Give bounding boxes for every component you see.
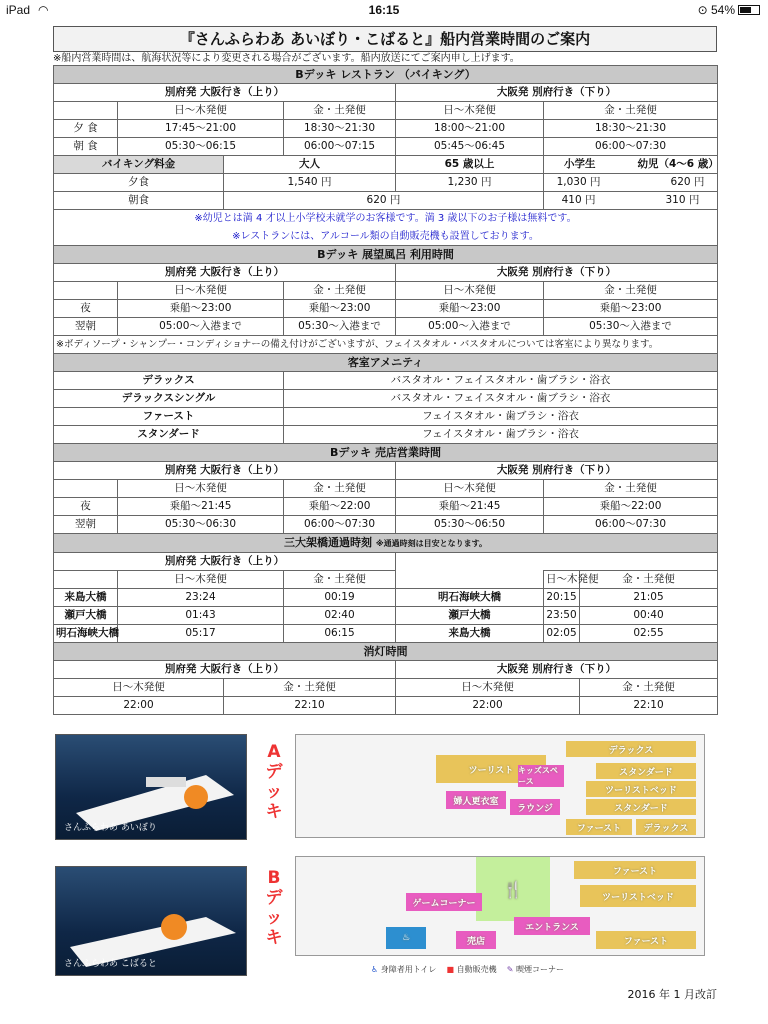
accessible-toilet-icon: ♿: [371, 965, 379, 974]
cell: 05:17: [118, 625, 284, 643]
cell: 06:00～07:30: [284, 516, 396, 534]
legend: [371, 964, 564, 975]
dir-down: 大阪発 別府行き（下り）: [396, 462, 718, 480]
table-row: [54, 426, 718, 444]
cell: 06:00～07:30: [544, 516, 718, 534]
table-row: [54, 120, 718, 138]
room-block: ゲームコーナー: [406, 893, 482, 911]
col-weekday: 日～木発便: [118, 102, 284, 120]
room-block: エントランス: [514, 917, 590, 935]
cell: 22:10: [580, 697, 718, 715]
cell: 1,230 円: [396, 174, 544, 192]
cell: 21:05: [580, 589, 718, 607]
legend-item: 喫煙コーナー: [516, 965, 565, 974]
col-weekend: 金・土発便: [544, 102, 718, 120]
dir-up: 別府発 大阪行き（上り）: [54, 264, 396, 282]
room-items: フェイスタオル・歯ブラシ・浴衣: [284, 426, 718, 444]
cell: 20:15: [544, 589, 580, 607]
cell: 18:00～21:00: [396, 120, 544, 138]
table-row: [54, 390, 718, 408]
col-weekday: 日～木発便: [396, 282, 544, 300]
cell: 23:24: [118, 589, 284, 607]
col-weekend: 金・土発便: [284, 102, 396, 120]
room-block: ツーリストベッド: [580, 885, 696, 907]
cell: 17:45～21:00: [118, 120, 284, 138]
cell: 23:50: [544, 607, 580, 625]
dir-up: 別府発 大阪行き（上り）: [54, 84, 396, 102]
dir-up: 別府発 大阪行き（上り）: [54, 553, 396, 571]
fee-note-1: ※幼児とは満 4 才以上小学校未就学のお客様です。満 3 歳以下のお子様は無料です。: [54, 210, 718, 228]
cell: 02:05: [544, 625, 580, 643]
cell: 05:00～入港まで: [396, 318, 544, 336]
ship-photo-aibori: [55, 734, 247, 840]
cell: 乗船～23:00: [284, 300, 396, 318]
cell: 乗船～21:45: [118, 498, 284, 516]
col-weekday: 日～木発便: [544, 571, 580, 589]
row-label: 翌朝: [54, 516, 118, 534]
battery-indicator: [698, 3, 760, 17]
deck-b-label: Bデッキ: [265, 868, 283, 948]
legend-item: 自動販売機: [456, 965, 497, 974]
col-weekday: 日～木発便: [118, 282, 284, 300]
cell: 18:30～21:30: [284, 120, 396, 138]
cell: 05:45～06:45: [396, 138, 544, 156]
room-name: スタンダード: [54, 426, 284, 444]
row-label: 夜: [54, 498, 118, 516]
restaurant-icon: 🍴: [476, 857, 550, 921]
bridge-name: 明石海峡大橋: [54, 625, 118, 643]
col-weekday: 日～木発便: [396, 480, 544, 498]
fee-label: バイキング料金: [54, 156, 224, 174]
fee-note-2: ※レストランには、アルコール類の自動販売機も設置しております。: [54, 228, 718, 246]
fee-child-infant: 小学生 幼児（4～6 歳）: [544, 156, 718, 174]
dir-down: 大阪発 別府行き（下り）: [396, 264, 718, 282]
room-block: デラックス: [566, 741, 696, 757]
table-row: [54, 498, 718, 516]
room-items: バスタオル・フェイスタオル・歯ブラシ・浴衣: [284, 372, 718, 390]
ship-caption-2: さんふらわあ こばると: [64, 959, 157, 969]
cell: 06:15: [284, 625, 396, 643]
room-block: 婦人更衣室: [446, 791, 506, 809]
table-row: [54, 697, 718, 715]
table-row: [54, 138, 718, 156]
table-row: [54, 408, 718, 426]
table-row: [54, 300, 718, 318]
cell: 620 円: [224, 192, 544, 210]
col-weekday: 日～木発便: [396, 679, 580, 697]
cell: 05:30～入港まで: [544, 318, 718, 336]
page-title: 『さんふらわあ あいぼり・こばると』船内営業時間のご案内: [53, 26, 717, 52]
table-row: [54, 625, 718, 643]
table-row: [54, 174, 718, 192]
cell: 05:30～06:15: [118, 138, 284, 156]
room-name: デラックスシングル: [54, 390, 284, 408]
dir-up: 別府発 大阪行き（上り）: [54, 462, 396, 480]
shop-header: Bデッキ 売店営業時間: [54, 444, 718, 462]
ship-caption-1: さんふらわあ あいぼり: [64, 823, 157, 833]
bridge-name: 来島大橋: [54, 589, 118, 607]
cell: 00:19: [284, 589, 396, 607]
deck-a-label: Aデッキ: [265, 742, 283, 822]
cell: 乗船～21:45: [396, 498, 544, 516]
row-label: 朝食: [54, 192, 224, 210]
cell: 05:30～06:50: [396, 516, 544, 534]
smoking-icon: ✎: [506, 965, 514, 974]
row-label: 朝 食: [54, 138, 118, 156]
cell: 02:40: [284, 607, 396, 625]
cell: 06:00～07:15: [284, 138, 396, 156]
col-weekend: 金・土発便: [284, 282, 396, 300]
cell: 1,030 円 620 円: [544, 174, 718, 192]
room-name: デラックス: [54, 372, 284, 390]
table-row: [54, 516, 718, 534]
status-bar: [0, 0, 768, 20]
room-block: キッズスペース: [518, 765, 564, 787]
bridge-name: 瀬戸大橋: [396, 607, 544, 625]
room-block: ツーリストベッド: [586, 781, 696, 797]
battery-percent: 54%: [710, 3, 735, 17]
table-row: [54, 192, 718, 210]
revision-date: 2016 年 1 月改訂: [627, 988, 717, 1001]
cell: 02:55: [580, 625, 718, 643]
dir-down: 大阪発 別府行き（下り）: [396, 84, 718, 102]
cell: 22:10: [224, 697, 396, 715]
cell: 乗船～23:00: [544, 300, 718, 318]
col-weekday: 日～木発便: [54, 679, 224, 697]
bridges-header: 三大架橋通過時刻 ※通過時刻は目安となります。: [54, 534, 718, 553]
col-weekday: 日～木発便: [396, 102, 544, 120]
room-block: デラックス: [636, 819, 696, 835]
cell: 410 円 310 円: [544, 192, 718, 210]
dir-up: 別府発 大阪行き（上り）: [54, 661, 396, 679]
col-weekend: 金・土発便: [580, 679, 718, 697]
cell: 乗船～22:00: [544, 498, 718, 516]
battery-icon: [738, 5, 760, 15]
table-row: [54, 607, 718, 625]
amenity-header: 客室アメニティ: [54, 354, 718, 372]
bath-header: Bデッキ 展望風呂 利用時間: [54, 246, 718, 264]
bridge-name: 来島大橋: [396, 625, 544, 643]
room-block: ラウンジ: [510, 799, 560, 815]
bridge-name: 瀬戸大橋: [54, 607, 118, 625]
room-items: フェイスタオル・歯ブラシ・浴衣: [284, 408, 718, 426]
restaurant-header: Bデッキ レストラン （バイキング）: [54, 66, 718, 84]
room-block: 売店: [456, 931, 496, 949]
col-weekend: 金・土発便: [580, 571, 718, 589]
room-items: バスタオル・フェイスタオル・歯ブラシ・浴衣: [284, 390, 718, 408]
deck-b-plan: [295, 856, 705, 956]
bath-note: ※ボディソープ・シャンプー・コンディショナーの備え付けがございますが、フェイスタオル・バスタオルについては客室により異なります。: [54, 336, 718, 354]
ship-photo-kobaruto: [55, 866, 247, 976]
table-row: [54, 589, 718, 607]
cell: 00:40: [580, 607, 718, 625]
bath-icon: ♨: [386, 927, 426, 949]
dir-down: 大阪発 別府行き（下り）: [396, 661, 718, 679]
col-weekend: 金・土発便: [544, 282, 718, 300]
schedule-table: [53, 65, 718, 715]
cell: 乗船～23:00: [118, 300, 284, 318]
cell: 1,540 円: [224, 174, 396, 192]
cell: 05:30～06:30: [118, 516, 284, 534]
cell: 06:00～07:30: [544, 138, 718, 156]
cell: 01:43: [118, 607, 284, 625]
fee-senior: 65 歳以上: [396, 156, 544, 174]
room-block: スタンダード: [596, 763, 696, 779]
cell: 05:30～入港まで: [284, 318, 396, 336]
room-block: ファースト: [596, 931, 696, 949]
col-weekend: 金・土発便: [224, 679, 396, 697]
cell: 22:00: [396, 697, 580, 715]
cell: 05:00～入港まで: [118, 318, 284, 336]
cell: 22:00: [54, 697, 224, 715]
room-name: ファースト: [54, 408, 284, 426]
schedule-document: [53, 26, 717, 715]
clock: 16:15: [368, 3, 400, 17]
lights-header: 消灯時間: [54, 643, 718, 661]
legend-item: 身障者用トイレ: [380, 965, 437, 974]
col-weekday: 日～木発便: [118, 571, 284, 589]
col-weekend: 金・土発便: [284, 480, 396, 498]
room-block: ファースト: [574, 861, 696, 879]
fee-adult: 大人: [224, 156, 396, 174]
cell: 乗船～22:00: [284, 498, 396, 516]
room-block: ファースト: [566, 819, 632, 835]
table-row: [54, 372, 718, 390]
wifi-icon: ◠: [38, 3, 49, 17]
room-block: ツーリスト: [436, 755, 546, 783]
row-label: 翌朝: [54, 318, 118, 336]
col-weekday: 日～木発便: [118, 480, 284, 498]
device-name: iPad: [6, 3, 31, 17]
deck-plans: [53, 728, 717, 1001]
cell: 乗船～23:00: [396, 300, 544, 318]
room-block: スタンダード: [586, 799, 696, 815]
row-label: 夕食: [54, 174, 224, 192]
table-row: [54, 318, 718, 336]
cell: 18:30～21:30: [544, 120, 718, 138]
col-weekend: 金・土発便: [544, 480, 718, 498]
vending-machine-icon: ■: [446, 965, 455, 974]
top-note: ※船内営業時間は、航海状況等により変更される場合がございます。船内放送にてご案内申し上げます。: [53, 53, 520, 64]
col-weekend: 金・土発便: [284, 571, 396, 589]
row-label: 夜: [54, 300, 118, 318]
bridge-name: 明石海峡大橋: [396, 589, 544, 607]
deck-a-plan: [295, 734, 705, 838]
rotation-lock-icon: ⊙: [697, 3, 711, 17]
row-label: 夕 食: [54, 120, 118, 138]
